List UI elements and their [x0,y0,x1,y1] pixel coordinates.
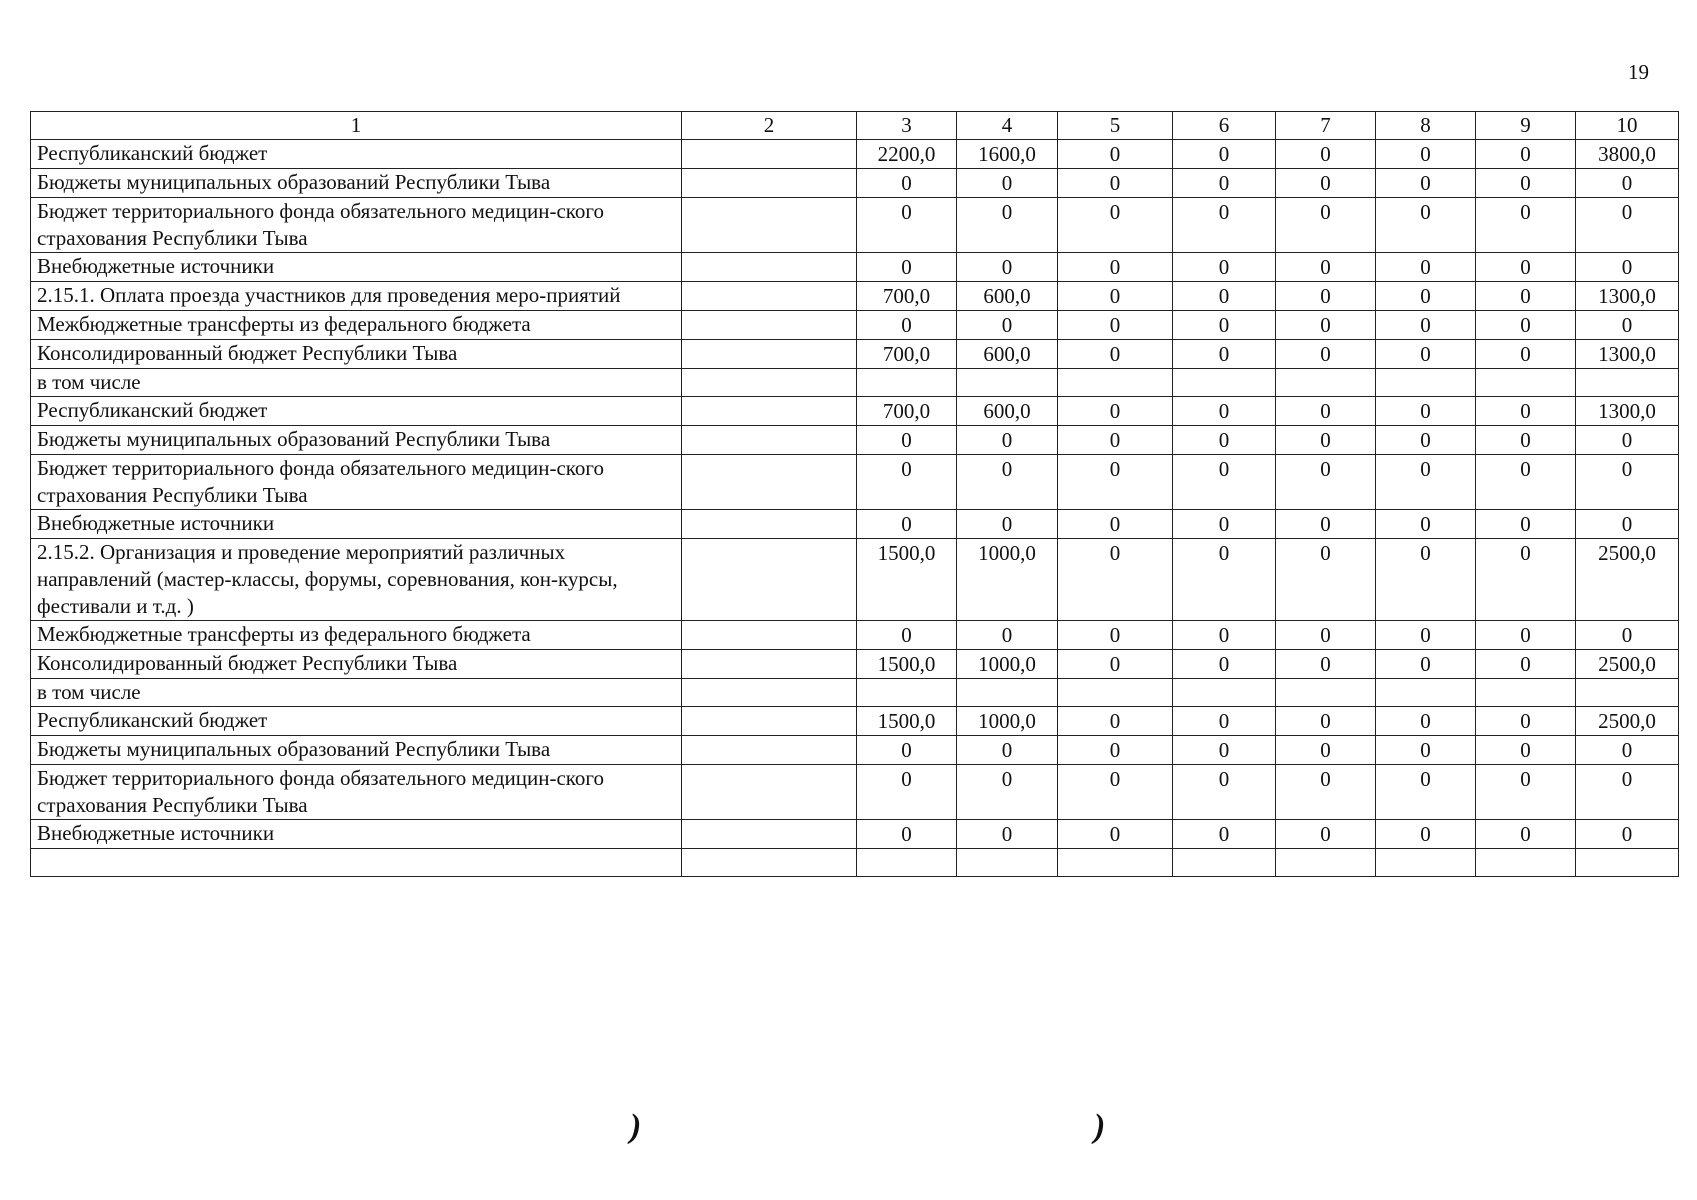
row-label: Бюджеты муниципальных образований Республики Тыва [31,736,682,765]
value-cell [857,369,957,397]
value-cell: 0 [1376,820,1476,849]
value-cell: 0 [1276,650,1376,679]
row-label: в том числе [31,369,682,397]
row-col2-cell [682,510,857,539]
value-cell: 1000,0 [957,650,1058,679]
value-cell: 0 [1476,510,1576,539]
value-cell: 3800,0 [1576,140,1679,169]
value-cell: 0 [1276,820,1376,849]
value-cell: 0 [957,736,1058,765]
value-cell: 0 [957,253,1058,282]
value-cell: 0 [1576,736,1679,765]
value-cell: 0 [1576,820,1679,849]
value-cell: 0 [1276,736,1376,765]
table-row [31,426,1679,455]
value-cell [1173,679,1276,707]
value-cell: 0 [1376,539,1476,621]
value-cell: 0 [1173,198,1276,253]
value-cell: 0 [1276,455,1376,510]
value-cell: 0 [1376,650,1476,679]
value-cell: 0 [1058,198,1173,253]
table-row [31,140,1679,169]
value-cell: 0 [857,311,957,340]
budget-table [30,111,1679,877]
row-col2-cell [682,282,857,311]
value-cell: 2500,0 [1576,539,1679,621]
value-cell: 1000,0 [957,539,1058,621]
value-cell: 0 [1476,455,1576,510]
row-label: 2.15.1. Оплата проезда участников для проведения меро-приятий [31,282,682,311]
row-col2-cell [682,621,857,650]
value-cell: 0 [1376,510,1476,539]
row-col2-cell [682,455,857,510]
value-cell: 0 [1058,311,1173,340]
value-cell: 1000,0 [957,707,1058,736]
value-cell: 1600,0 [957,140,1058,169]
value-cell [1476,679,1576,707]
footer-mark: ) [630,1108,642,1145]
value-cell: 700,0 [857,397,957,426]
value-cell: 0 [1376,765,1476,820]
value-cell [1058,369,1173,397]
column-header: 1 [31,112,682,140]
row-label: Межбюджетные трансферты из федерального бюджета [31,621,682,650]
table-row [31,736,1679,765]
value-cell: 0 [1276,765,1376,820]
table-row [31,621,1679,650]
value-cell: 0 [1173,765,1276,820]
value-cell [1058,849,1173,877]
value-cell: 0 [1173,621,1276,650]
value-cell: 0 [1476,140,1576,169]
value-cell: 0 [957,455,1058,510]
value-cell: 0 [1376,282,1476,311]
row-col2-cell [682,369,857,397]
value-cell: 0 [857,198,957,253]
value-cell: 0 [957,198,1058,253]
value-cell: 0 [1058,169,1173,198]
value-cell: 0 [1476,426,1576,455]
value-cell [1173,849,1276,877]
value-cell: 0 [1276,140,1376,169]
value-cell: 0 [1173,426,1276,455]
column-header: 7 [1276,112,1376,140]
value-cell: 0 [1058,650,1173,679]
value-cell: 0 [857,510,957,539]
column-header: 9 [1476,112,1576,140]
value-cell: 0 [957,765,1058,820]
value-cell [1376,369,1476,397]
value-cell: 0 [857,621,957,650]
value-cell: 0 [1476,736,1576,765]
value-cell: 0 [1058,539,1173,621]
value-cell [1276,369,1376,397]
value-cell [1476,849,1576,877]
row-col2-cell [682,849,857,877]
value-cell: 0 [1276,539,1376,621]
value-cell: 0 [1276,621,1376,650]
value-cell: 0 [1276,311,1376,340]
row-col2-cell [682,253,857,282]
table-body [31,112,1679,877]
table-row [31,650,1679,679]
value-cell: 0 [1173,311,1276,340]
row-label: Консолидированный бюджет Республики Тыва [31,340,682,369]
value-cell: 0 [957,311,1058,340]
row-label: Бюджеты муниципальных образований Республики Тыва [31,169,682,198]
table-row [31,510,1679,539]
column-header: 6 [1173,112,1276,140]
value-cell: 0 [1476,820,1576,849]
value-cell: 0 [857,765,957,820]
value-cell: 0 [1173,820,1276,849]
value-cell: 0 [1576,253,1679,282]
row-col2-cell [682,311,857,340]
value-cell: 0 [1476,282,1576,311]
row-label: Консолидированный бюджет Республики Тыва [31,650,682,679]
value-cell: 0 [1476,765,1576,820]
value-cell: 0 [1376,455,1476,510]
table-row [31,849,1679,877]
column-header: 5 [1058,112,1173,140]
value-cell: 0 [1576,311,1679,340]
value-cell: 0 [1376,140,1476,169]
row-col2-cell [682,397,857,426]
value-cell: 0 [1576,455,1679,510]
row-label: Бюджеты муниципальных образований Республики Тыва [31,426,682,455]
value-cell: 0 [1476,340,1576,369]
value-cell: 0 [1376,169,1476,198]
table-row [31,311,1679,340]
value-cell: 0 [1476,397,1576,426]
value-cell: 0 [957,621,1058,650]
value-cell: 0 [1173,169,1276,198]
page-number: 19 [1628,60,1649,84]
row-col2-cell [682,539,857,621]
table-row [31,340,1679,369]
value-cell: 0 [1576,198,1679,253]
value-cell: 0 [957,169,1058,198]
table-row [31,169,1679,198]
value-cell: 0 [1173,282,1276,311]
value-cell: 0 [1476,198,1576,253]
value-cell: 0 [1173,539,1276,621]
value-cell: 600,0 [957,340,1058,369]
footer-mark: ) [1094,1108,1106,1145]
value-cell: 0 [1173,340,1276,369]
value-cell: 0 [1276,340,1376,369]
value-cell: 0 [1576,169,1679,198]
value-cell: 0 [1376,707,1476,736]
value-cell: 0 [857,253,957,282]
value-cell: 0 [857,455,957,510]
value-cell: 0 [1058,707,1173,736]
table-row [31,765,1679,820]
row-label: Межбюджетные трансферты из федерального бюджета [31,311,682,340]
column-header: 8 [1376,112,1476,140]
row-col2-cell [682,169,857,198]
value-cell [1058,679,1173,707]
row-col2-cell [682,736,857,765]
value-cell: 0 [1376,736,1476,765]
row-col2-cell [682,679,857,707]
value-cell [1376,679,1476,707]
value-cell: 0 [1058,820,1173,849]
value-cell [1576,679,1679,707]
value-cell [1376,849,1476,877]
value-cell: 700,0 [857,340,957,369]
value-cell: 0 [857,426,957,455]
value-cell: 0 [1058,140,1173,169]
value-cell: 0 [1173,455,1276,510]
row-col2-cell [682,765,857,820]
value-cell: 0 [1576,426,1679,455]
value-cell [1576,369,1679,397]
column-header: 10 [1576,112,1679,140]
header-row [31,112,1679,140]
value-cell: 0 [1576,510,1679,539]
value-cell: 600,0 [957,282,1058,311]
value-cell: 0 [957,426,1058,455]
value-cell [957,369,1058,397]
value-cell: 0 [1058,455,1173,510]
table-row [31,253,1679,282]
column-header: 4 [957,112,1058,140]
row-col2-cell [682,820,857,849]
row-col2-cell [682,426,857,455]
row-label: Внебюджетные источники [31,510,682,539]
table-row [31,707,1679,736]
value-cell: 0 [957,820,1058,849]
value-cell: 0 [1173,736,1276,765]
table-row [31,539,1679,621]
value-cell: 0 [1476,311,1576,340]
value-cell: 1300,0 [1576,340,1679,369]
value-cell: 700,0 [857,282,957,311]
column-header: 3 [857,112,957,140]
row-col2-cell [682,650,857,679]
value-cell: 0 [1476,621,1576,650]
value-cell: 0 [1476,707,1576,736]
value-cell [957,849,1058,877]
table-row [31,679,1679,707]
row-label: Внебюджетные источники [31,253,682,282]
value-cell: 2500,0 [1576,650,1679,679]
value-cell: 0 [1576,621,1679,650]
row-col2-cell [682,340,857,369]
row-label: Бюджет территориального фонда обязательного медицин-ского страхования Республики Тыва [31,455,682,510]
value-cell: 0 [1058,621,1173,650]
value-cell: 0 [1476,169,1576,198]
row-label: в том числе [31,679,682,707]
value-cell [857,679,957,707]
column-header: 2 [682,112,857,140]
row-label [31,849,682,877]
value-cell: 0 [1058,340,1173,369]
value-cell: 1500,0 [857,650,957,679]
row-label: Внебюджетные источники [31,820,682,849]
value-cell: 0 [1276,510,1376,539]
value-cell: 1500,0 [857,707,957,736]
row-col2-cell [682,707,857,736]
row-label: Республиканский бюджет [31,140,682,169]
value-cell [1276,849,1376,877]
row-col2-cell [682,198,857,253]
value-cell: 2200,0 [857,140,957,169]
value-cell: 0 [1173,397,1276,426]
value-cell: 0 [1058,426,1173,455]
value-cell: 600,0 [957,397,1058,426]
value-cell: 0 [1476,650,1576,679]
row-label: Республиканский бюджет [31,707,682,736]
value-cell [857,849,957,877]
value-cell: 0 [1376,621,1476,650]
table-row [31,820,1679,849]
table-row [31,455,1679,510]
value-cell: 0 [1276,198,1376,253]
value-cell: 0 [1173,650,1276,679]
row-label: Бюджет территориального фонда обязательного медицин-ского страхования Республики Тыва [31,198,682,253]
value-cell [1576,849,1679,877]
value-cell: 1300,0 [1576,397,1679,426]
row-col2-cell [682,140,857,169]
value-cell: 0 [1173,253,1276,282]
value-cell: 0 [1376,311,1476,340]
value-cell: 0 [1476,253,1576,282]
value-cell: 0 [1058,397,1173,426]
value-cell: 0 [957,510,1058,539]
value-cell: 0 [857,820,957,849]
value-cell: 0 [857,169,957,198]
value-cell: 0 [1276,282,1376,311]
value-cell: 0 [1173,510,1276,539]
row-label: Республиканский бюджет [31,397,682,426]
value-cell: 0 [1173,140,1276,169]
value-cell: 0 [1376,340,1476,369]
value-cell: 0 [1058,736,1173,765]
value-cell [1476,369,1576,397]
value-cell: 0 [1276,707,1376,736]
row-label: 2.15.2. Организация и проведение мероприятий различных направлений (мастер-классы, форумы, соревнования, кон-курсы, фестивали и т.д. ) [31,539,682,621]
value-cell: 0 [1376,198,1476,253]
table-row [31,282,1679,311]
value-cell: 0 [1276,253,1376,282]
table-row [31,198,1679,253]
value-cell: 0 [1376,253,1476,282]
value-cell: 0 [1476,539,1576,621]
value-cell: 0 [1276,426,1376,455]
value-cell: 0 [1058,765,1173,820]
row-label: Бюджет территориального фонда обязательного медицин-ского страхования Республики Тыва [31,765,682,820]
value-cell: 0 [1058,282,1173,311]
table-row [31,369,1679,397]
value-cell: 0 [1276,169,1376,198]
value-cell: 0 [857,736,957,765]
value-cell: 0 [1058,253,1173,282]
value-cell [1276,679,1376,707]
value-cell: 1500,0 [857,539,957,621]
value-cell: 0 [1058,510,1173,539]
value-cell [1173,369,1276,397]
value-cell: 0 [1173,707,1276,736]
value-cell: 0 [1376,397,1476,426]
table-row [31,397,1679,426]
value-cell: 0 [1576,765,1679,820]
value-cell: 1300,0 [1576,282,1679,311]
value-cell [957,679,1058,707]
value-cell: 2500,0 [1576,707,1679,736]
value-cell: 0 [1276,397,1376,426]
value-cell: 0 [1376,426,1476,455]
